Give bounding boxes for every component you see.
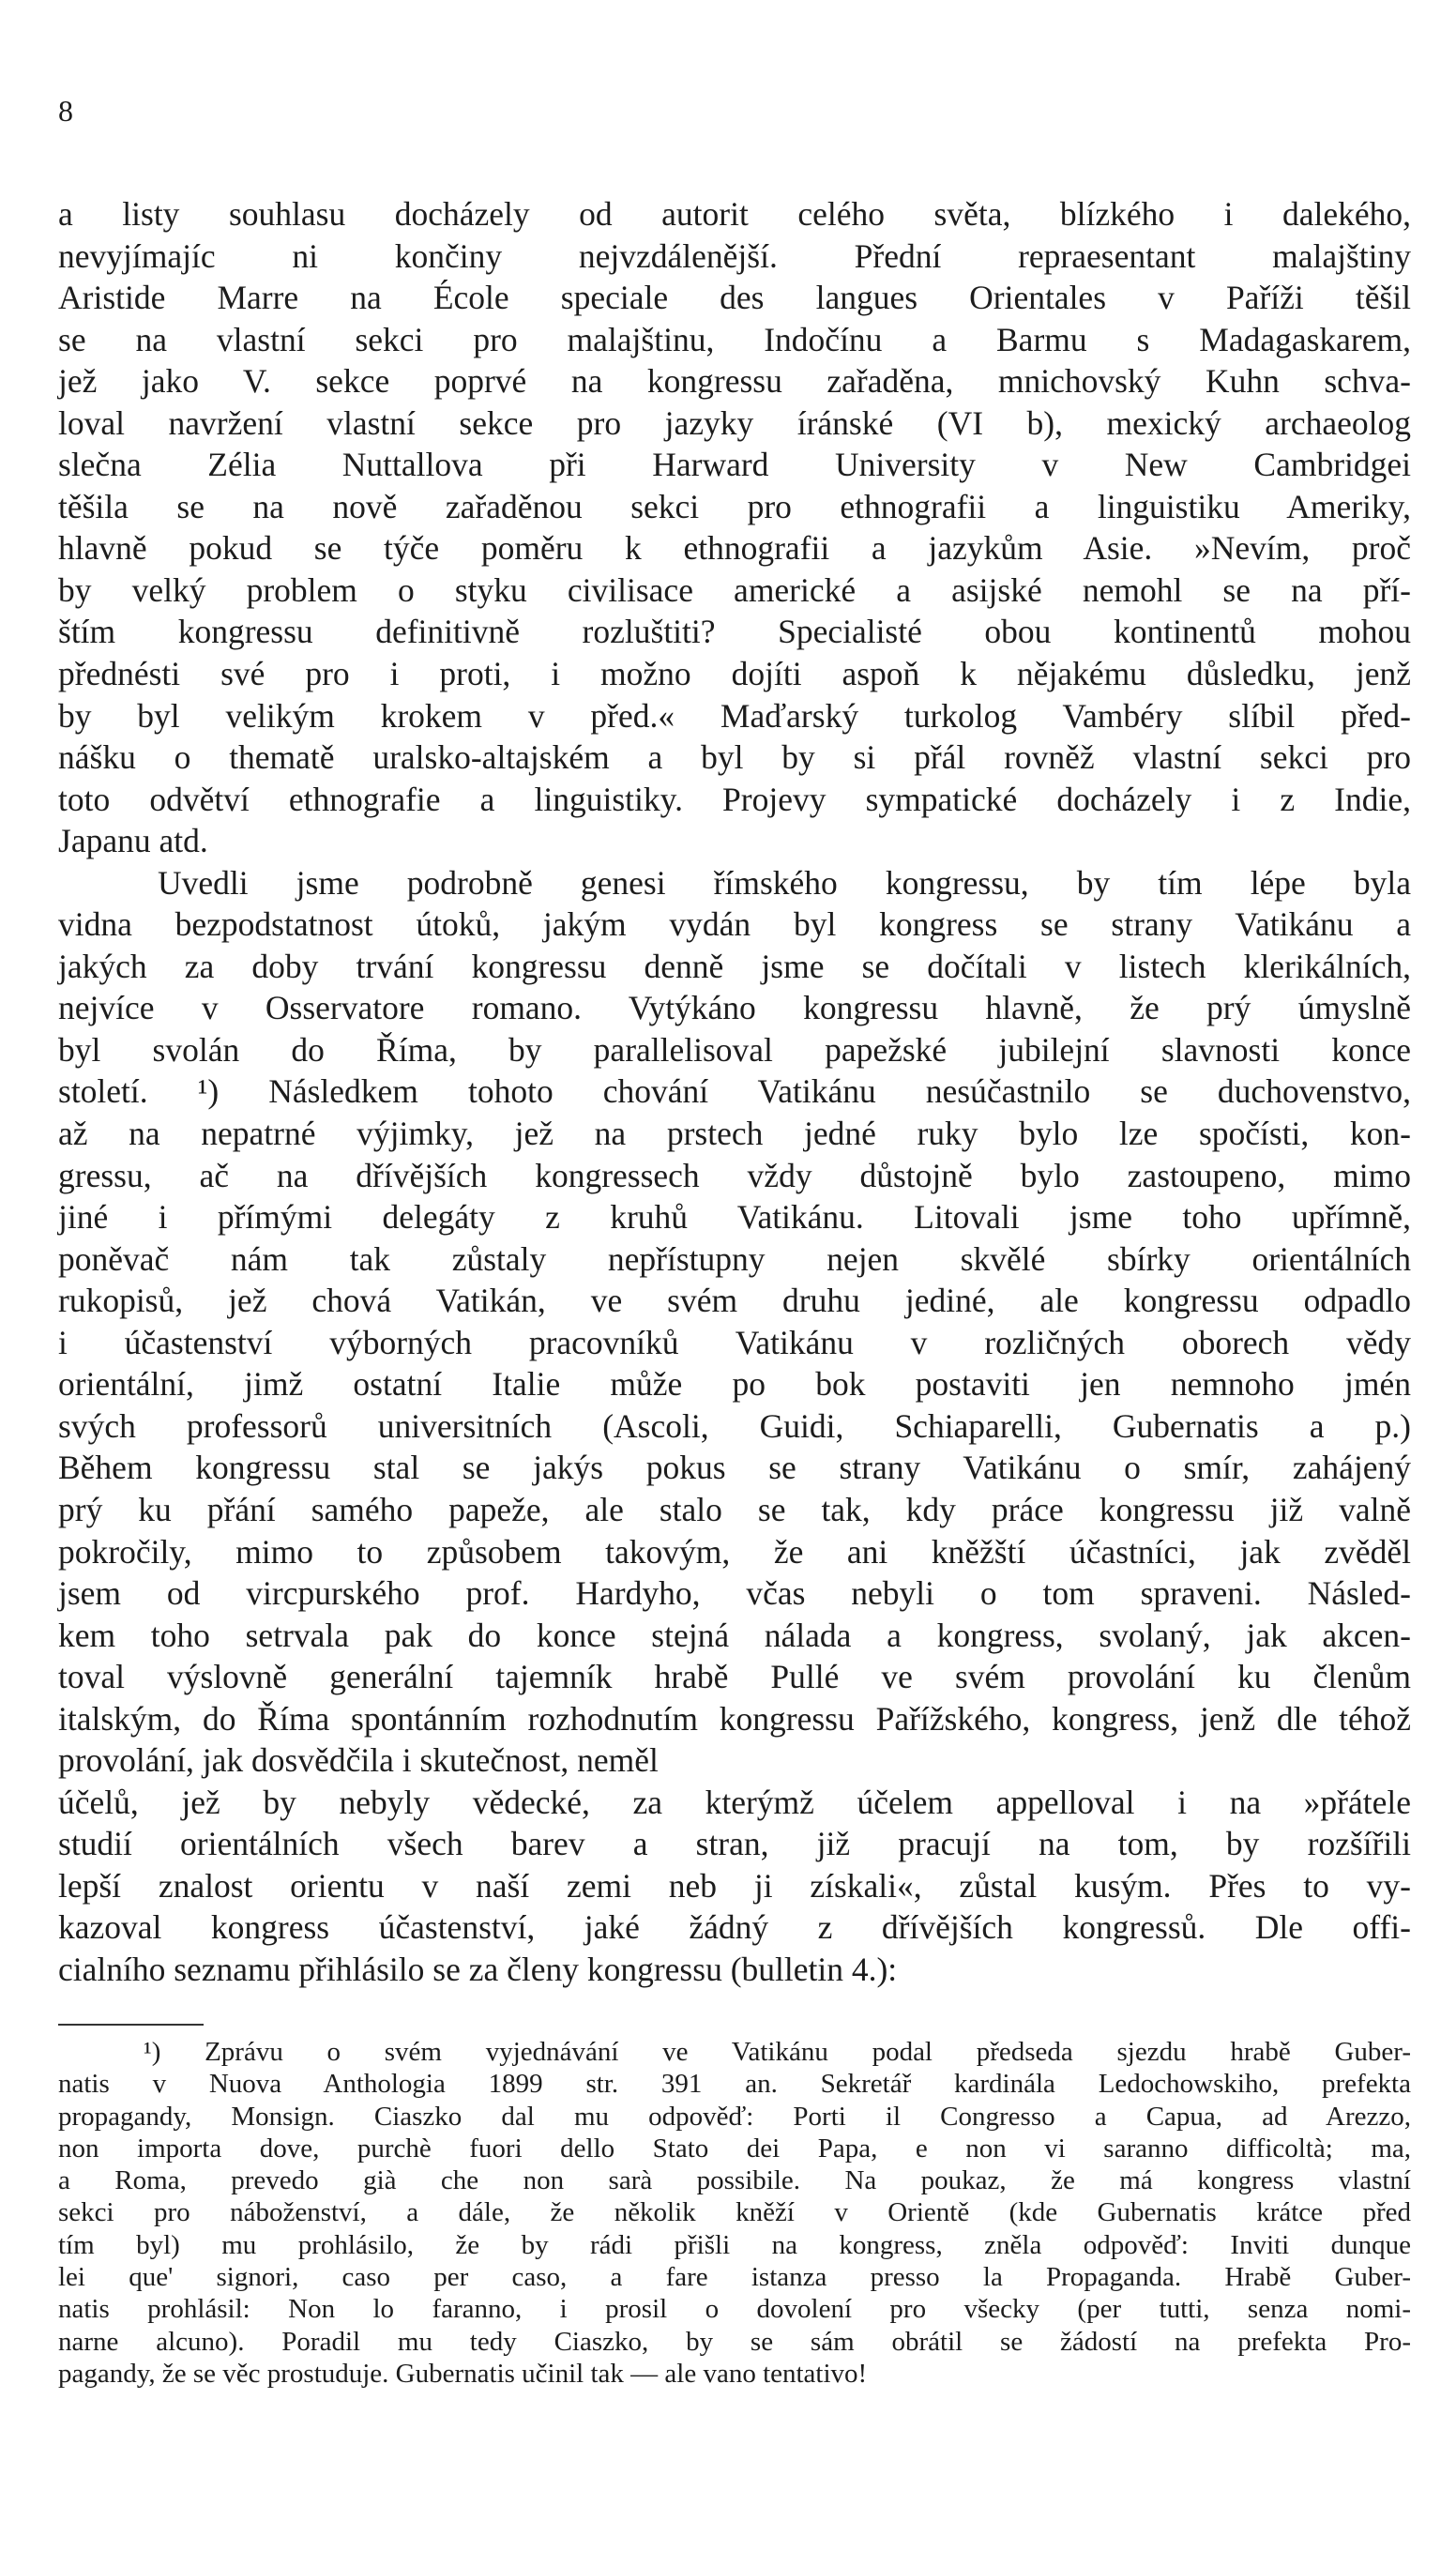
body-line: nevyjímajíc ni končiny nejvzdálenější. Přední repraesentant malajštiny xyxy=(58,236,1411,275)
body-line: byl svolán do Říma, by parallelisoval papežské jubilejní slavnosti konce xyxy=(58,1030,1411,1069)
page-number: 8 xyxy=(58,94,73,128)
body-line: nášku o thematě uralsko-altajském a byl by si přál rovněž vlastní sekci pro xyxy=(58,738,1411,777)
body-line: jiné i přímými delegáty z kruhů Vatikánu. Litovali jsme toho upřímně, xyxy=(58,1198,1411,1237)
footnote-divider xyxy=(58,2024,204,2026)
body-line: kazoval kongress účastenství, jaké žádný z dřívějších kongressů. Dle offi- xyxy=(58,1908,1411,1947)
footnote-line: pagandy, že se věc prostuduje. Gubernatis učinil tak — ale vano tentativo! xyxy=(58,2358,868,2389)
body-line: štím kongressu definitivně rozluštiti? Specialisté obou kontinentů mohou xyxy=(58,613,1411,651)
body-line: pokročily, mimo to způsobem takovým, že ani kněžští účastníci, jak zvěděl xyxy=(58,1532,1411,1571)
body-line: toval výslovně generální tajemník hrabě Pullé ve svém provolání ku členům xyxy=(58,1658,1411,1696)
footnote-line: sekci pro náboženství, a dále, že několik kněží v Orientě (kde Gubernatis krátce před xyxy=(58,2197,1411,2228)
body-line: studií orientálních všech barev a stran, již pracují na tom, by rozšířili xyxy=(58,1825,1411,1863)
body-line: hlavně pokud se týče poměru k ethnografii a jazykům Asie. »Nevím, proč xyxy=(58,529,1411,568)
body-line: a listy souhlasu docházely od autorit celého světa, blízkého i dalekého, xyxy=(58,195,1411,233)
body-line: až na nepatrné výjimky, jež na prstech jedné ruky bylo lze spočísti, kon- xyxy=(58,1115,1411,1153)
footnote-line: non importa dove, purchè fuori dello Stato dei Papa, e non vi saranno difficoltà; ma, xyxy=(58,2133,1411,2164)
paragraph-start-line: Uvedli jsme podrobně genesi římského kongressu, by tím lépe byla xyxy=(158,863,1411,902)
footnote-line: ¹) Zprávu o svém vyjednávání ve Vatikánu podal předseda sjezdu hrabě Guber- xyxy=(144,2037,1411,2067)
body-line: prý ku přání samého papeže, ale stalo se tak, kdy práce kongressu již valně xyxy=(58,1490,1411,1528)
body-line: cialního seznamu přihlásilo se za členy kongressu (bulletin 4.): xyxy=(58,1950,898,1988)
body-line: by velký problem o styku civilisace americké a asijské nemohl se na pří- xyxy=(58,570,1411,609)
footnotes xyxy=(58,2036,1411,2390)
body-line: přednésti své pro i proti, i možno dojíti aspoň k nějakému důsledku, jenž xyxy=(58,655,1411,693)
body-line: se na vlastní sekci pro malajštinu, Indočínu a Barmu s Madagaskarem, xyxy=(58,320,1411,358)
footnote-line: a Roma, prevedo già che non sarà possibile. Na poukaz, že má kongress vlastní xyxy=(58,2165,1411,2196)
body-line: Během kongressu stal se jakýs pokus se strany Vatikánu o smír, zahájený xyxy=(58,1449,1411,1487)
body-line: poněvač nám tak zůstaly nepřístupny nejen skvělé sbírky orientálních xyxy=(58,1239,1411,1278)
body-line: Aristide Marre na École speciale des langues Orientales v Paříži těšil xyxy=(58,279,1411,317)
body-line: lepší znalost orientu v naší zemi neb ji získali«, zůstal kusým. Přes to vy- xyxy=(58,1866,1411,1905)
body-line: rukopisů, jež chová Vatikán, ve svém druhu jediné, ale kongressu odpadlo xyxy=(58,1282,1411,1320)
body-line: loval navržení vlastní sekce pro jazyky íránské (VI b), mexický archaeolog xyxy=(58,403,1411,442)
body-line: italským, do Říma spontánním rozhodnutím kongressu Pařížského, kongress, jenž dle téhož provolání, jak dosvědčila i skutečnost, neměl xyxy=(58,1699,1411,1780)
body-line: jsem od vircpurského prof. Hardyho, včas nebyli o tom spraveni. Násled- xyxy=(58,1574,1411,1613)
footnote-line: tím byl) mu prohlásilo, že by rádi přišli na kongress, zněla odpověď: Inviti dunque xyxy=(58,2229,1411,2260)
footnote-line: natis prohlásil: Non lo faranno, i prosil o dovolení pro všecky (per tutti, senza nomi- xyxy=(58,2294,1411,2325)
body-line: Japanu atd. xyxy=(58,822,208,860)
footnote-line: propagandy, Monsign. Ciaszko dal mu odpověď: Porti il Congresso a Capua, ad Arezzo, xyxy=(58,2101,1411,2132)
body-line: toto odvětví ethnografie a linguistiky. Projevy sympatické docházely i z Indie, xyxy=(58,780,1411,818)
body-text xyxy=(58,193,1411,1991)
body-line: kem toho setrvala pak do konce stejná nálada a kongress, svolaný, jak akcen- xyxy=(58,1616,1411,1654)
body-line: vidna bezpodstatnost útoků, jakým vydán byl kongress se strany Vatikánu a xyxy=(58,905,1411,944)
body-line: nejvíce v Osservatore romano. Vytýkáno kongressu hlavně, že prý úmyslně xyxy=(58,989,1411,1027)
body-line: účelů, jež by nebyly vědecké, za kterýmž účelem appelloval i na »přátele xyxy=(58,1783,1411,1821)
body-line: by byl velikým krokem v před.« Maďarský turkolog Vambéry slíbil před- xyxy=(58,696,1411,735)
body-line: těšila se na nově zařaděnou sekci pro ethnografii a linguistiku Ameriky, xyxy=(58,487,1411,525)
body-line: i účastenství výborných pracovníků Vatikánu v rozličných oborech vědy xyxy=(58,1323,1411,1361)
body-line: jež jako V. sekce poprvé na kongressu zařaděna, mnichovský Kuhn schva- xyxy=(58,362,1411,401)
footnote-line: natis v Nuova Anthologia 1899 str. 391 an. Sekretář kardinála Ledochowskiho, prefekta xyxy=(58,2069,1411,2100)
footnote-line: narne alcuno). Poradil mu tedy Ciaszko, by se sám obrátil se žádostí na prefekta Pro- xyxy=(58,2326,1411,2357)
body-line: orientální, jimž ostatní Italie může po bok postaviti jen nemnoho jmén xyxy=(58,1365,1411,1404)
body-line: gressu, ač na dřívějších kongressech vždy důstojně bylo zastoupeno, mimo xyxy=(58,1156,1411,1194)
body-line: slečna Zélia Nuttallova při Harward University v New Cambridgei xyxy=(58,446,1411,484)
body-line: století. ¹) Následkem tohoto chování Vatikánu nesúčastnilo se duchovenstvo, xyxy=(58,1072,1411,1111)
body-line: jakých za doby trvání kongressu denně jsme se dočítali v listech klerikálních, xyxy=(58,947,1411,985)
body-line: svých professorů universitních (Ascoli, Guidi, Schiaparelli, Gubernatis a p.) xyxy=(58,1406,1411,1445)
footnote-line: lei que' signori, caso per caso, a fare istanza presso la Propaganda. Hrabě Guber- xyxy=(58,2262,1411,2293)
